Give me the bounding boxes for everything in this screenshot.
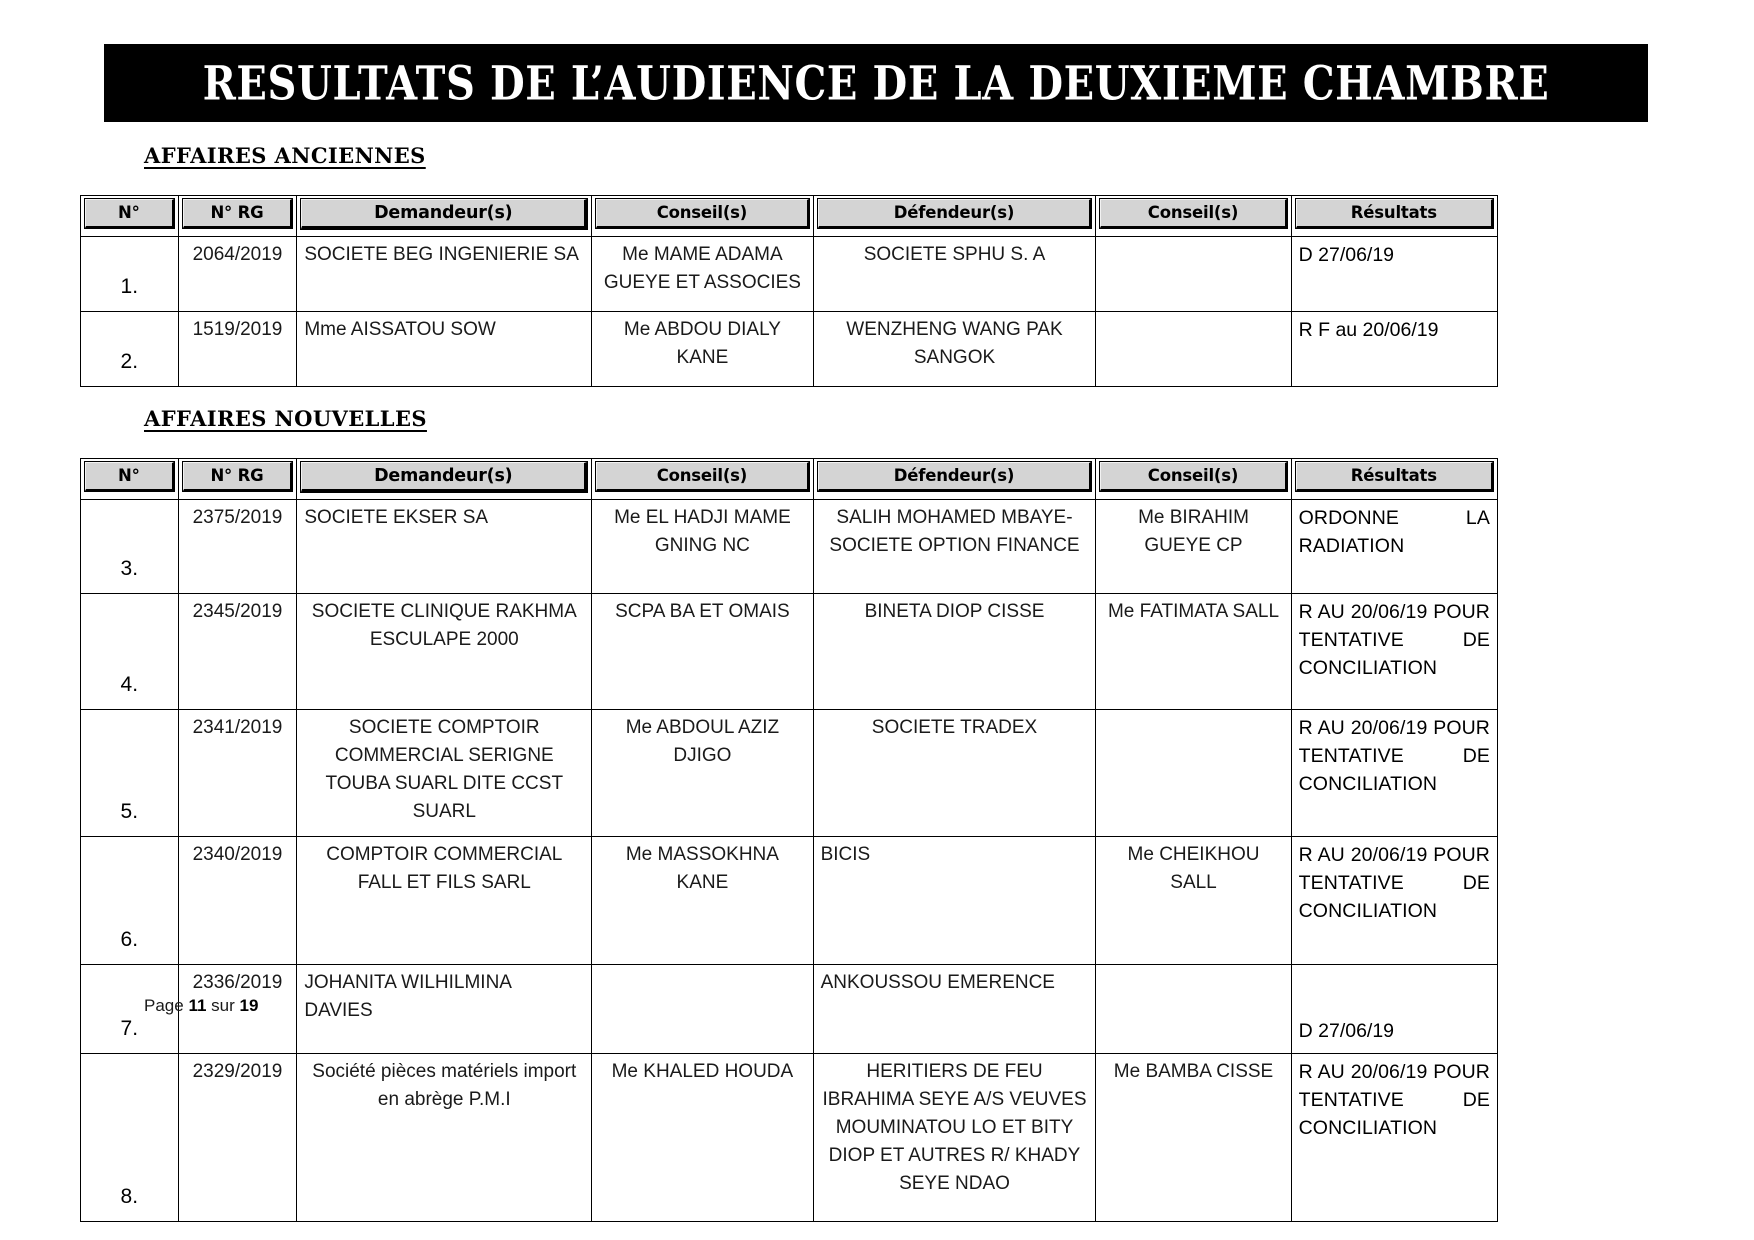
cell-conseil-demandeur: SCPA BA ET OMAIS	[592, 594, 813, 710]
table-row	[81, 594, 1498, 710]
cell-no: 4.	[81, 594, 179, 710]
cell-demandeur: Mme AISSATOU SOW	[297, 312, 592, 387]
column-header-defendeur	[813, 196, 1096, 237]
column-header-conseil-demandeur-label: Conseil(s)	[596, 199, 808, 228]
section-heading-anciennes: AFFAIRES ANCIENNES	[144, 143, 426, 168]
column-header-resultats-label: Résultats	[1296, 199, 1493, 228]
table-affaires-anciennes	[80, 195, 1498, 387]
table-row	[81, 500, 1498, 594]
cell-rg: 2375/2019	[178, 500, 297, 594]
cell-conseil-demandeur: Me MASSOKHNA KANE	[592, 837, 813, 965]
table-affaires-nouvelles	[80, 458, 1498, 1222]
cell-defendeur: SALIH MOHAMED MBAYE- SOCIETE OPTION FINANCE	[813, 500, 1096, 594]
cell-rg: 2329/2019	[178, 1054, 297, 1222]
cell-resultats: R F au 20/06/19	[1291, 312, 1497, 387]
cell-no: 3.	[81, 500, 179, 594]
cell-conseil-defendeur	[1096, 710, 1291, 837]
column-header-conseil-defendeur	[1096, 459, 1291, 500]
cell-rg: 1519/2019	[178, 312, 297, 387]
cell-conseil-defendeur: Me BAMBA CISSE	[1096, 1054, 1291, 1222]
cell-demandeur: Société pièces matériels import en abrège P.M.I	[297, 1054, 592, 1222]
cell-conseil-defendeur	[1096, 237, 1291, 312]
cell-resultats: R AU 20/06/19 POUR TENTATIVE DE CONCILIATION	[1291, 837, 1497, 965]
column-header-conseil-demandeur	[592, 459, 813, 500]
table-row	[81, 312, 1498, 387]
cell-rg: 2064/2019	[178, 237, 297, 312]
cell-resultats: R AU 20/06/19 POUR TENTATIVE DE CONCILIATION	[1291, 710, 1497, 837]
cell-resultats: D 27/06/19	[1291, 237, 1497, 312]
table-row	[81, 237, 1498, 312]
column-header-defendeur	[813, 459, 1096, 500]
cell-resultats: D 27/06/19	[1291, 965, 1497, 1054]
column-header-no-label: N°	[85, 199, 174, 228]
column-header-resultats-label: Résultats	[1296, 462, 1493, 491]
column-header-resultats	[1291, 196, 1497, 237]
cell-rg: 2345/2019	[178, 594, 297, 710]
table-body-anciennes	[81, 237, 1498, 387]
cell-conseil-defendeur: Me CHEIKHOU SALL	[1096, 837, 1291, 965]
column-header-rg-label: N° RG	[183, 462, 293, 491]
cell-no: 6.	[81, 837, 179, 965]
column-header-no	[81, 196, 179, 237]
table-row	[81, 710, 1498, 837]
cell-no: 5.	[81, 710, 179, 837]
column-header-rg	[178, 459, 297, 500]
cell-defendeur: SOCIETE SPHU S. A	[813, 237, 1096, 312]
cell-conseil-demandeur: Me ABDOUL AZIZ DJIGO	[592, 710, 813, 837]
column-header-no	[81, 459, 179, 500]
cell-demandeur: SOCIETE CLINIQUE RAKHMA ESCULAPE 2000	[297, 594, 592, 710]
cell-no: 8.	[81, 1054, 179, 1222]
footer-prefix: Page	[144, 996, 189, 1015]
footer-page-number: 11	[188, 996, 207, 1015]
table-row	[81, 965, 1498, 1054]
cell-conseil-demandeur	[592, 965, 813, 1054]
cell-conseil-demandeur: Me EL HADJI MAME GNING NC	[592, 500, 813, 594]
table-header-row	[81, 459, 1498, 500]
cell-rg: 2336/2019	[178, 965, 297, 1054]
cell-no: 7.	[81, 965, 179, 1054]
cell-demandeur: JOHANITA WILHILMINA DAVIES	[297, 965, 592, 1054]
cell-resultats: R AU 20/06/19 POUR TENTATIVE DE CONCILIATION	[1291, 594, 1497, 710]
table-row	[81, 837, 1498, 965]
table-header-row	[81, 196, 1498, 237]
column-header-demandeur	[297, 196, 592, 237]
cell-no: 2.	[81, 312, 179, 387]
cell-conseil-defendeur	[1096, 965, 1291, 1054]
title-banner	[104, 44, 1648, 122]
cell-rg: 2340/2019	[178, 837, 297, 965]
page-footer	[144, 996, 258, 1016]
column-header-demandeur-label: Demandeur(s)	[301, 199, 587, 229]
cell-defendeur: WENZHENG WANG PAK SANGOK	[813, 312, 1096, 387]
cell-conseil-demandeur: Me KHALED HOUDA	[592, 1054, 813, 1222]
column-header-conseil-defendeur	[1096, 196, 1291, 237]
cell-defendeur: ANKOUSSOU EMERENCE	[813, 965, 1096, 1054]
cell-conseil-defendeur: Me FATIMATA SALL	[1096, 594, 1291, 710]
page-title: RESULTATS DE L’AUDIENCE DE LA DEUXIEME CHAMBRE	[202, 55, 1550, 111]
cell-no: 1.	[81, 237, 179, 312]
column-header-conseil-defendeur-label: Conseil(s)	[1100, 199, 1286, 228]
column-header-rg	[178, 196, 297, 237]
cell-resultats: ORDONNE LA RADIATION	[1291, 500, 1497, 594]
cell-conseil-demandeur: Me ABDOU DIALY KANE	[592, 312, 813, 387]
table-row	[81, 1054, 1498, 1222]
cell-resultats: R AU 20/06/19 POUR TENTATIVE DE CONCILIATION	[1291, 1054, 1497, 1222]
table-body-nouvelles	[81, 500, 1498, 1222]
column-header-demandeur-label: Demandeur(s)	[301, 462, 587, 492]
column-header-no-label: N°	[85, 462, 174, 491]
column-header-demandeur	[297, 459, 592, 500]
cell-demandeur: COMPTOIR COMMERCIAL FALL ET FILS SARL	[297, 837, 592, 965]
cell-defendeur: SOCIETE TRADEX	[813, 710, 1096, 837]
cell-demandeur: SOCIETE COMPTOIR COMMERCIAL SERIGNE TOUBA SUARL DITE CCST SUARL	[297, 710, 592, 837]
cell-defendeur: BINETA DIOP CISSE	[813, 594, 1096, 710]
column-header-conseil-defendeur-label: Conseil(s)	[1100, 462, 1286, 491]
cell-rg: 2341/2019	[178, 710, 297, 837]
footer-middle: sur	[206, 996, 240, 1015]
section-heading-nouvelles: AFFAIRES NOUVELLES	[144, 406, 427, 431]
column-header-resultats	[1291, 459, 1497, 500]
cell-defendeur: BICIS	[813, 837, 1096, 965]
cell-conseil-demandeur: Me MAME ADAMA GUEYE ET ASSOCIES	[592, 237, 813, 312]
column-header-conseil-demandeur	[592, 196, 813, 237]
column-header-conseil-demandeur-label: Conseil(s)	[596, 462, 808, 491]
cell-defendeur: HERITIERS DE FEU IBRAHIMA SEYE A/S VEUVES MOUMINATOU LO ET BITY DIOP ET AUTRES R/ KHADY SEYE NDAO	[813, 1054, 1096, 1222]
cell-demandeur: SOCIETE BEG INGENIERIE SA	[297, 237, 592, 312]
cell-conseil-defendeur	[1096, 312, 1291, 387]
cell-demandeur: SOCIETE EKSER SA	[297, 500, 592, 594]
column-header-defendeur-label: Défendeur(s)	[818, 462, 1092, 491]
column-header-rg-label: N° RG	[183, 199, 293, 228]
column-header-defendeur-label: Défendeur(s)	[818, 199, 1092, 228]
cell-conseil-defendeur: Me BIRAHIM GUEYE CP	[1096, 500, 1291, 594]
footer-total-pages: 19	[239, 996, 259, 1015]
